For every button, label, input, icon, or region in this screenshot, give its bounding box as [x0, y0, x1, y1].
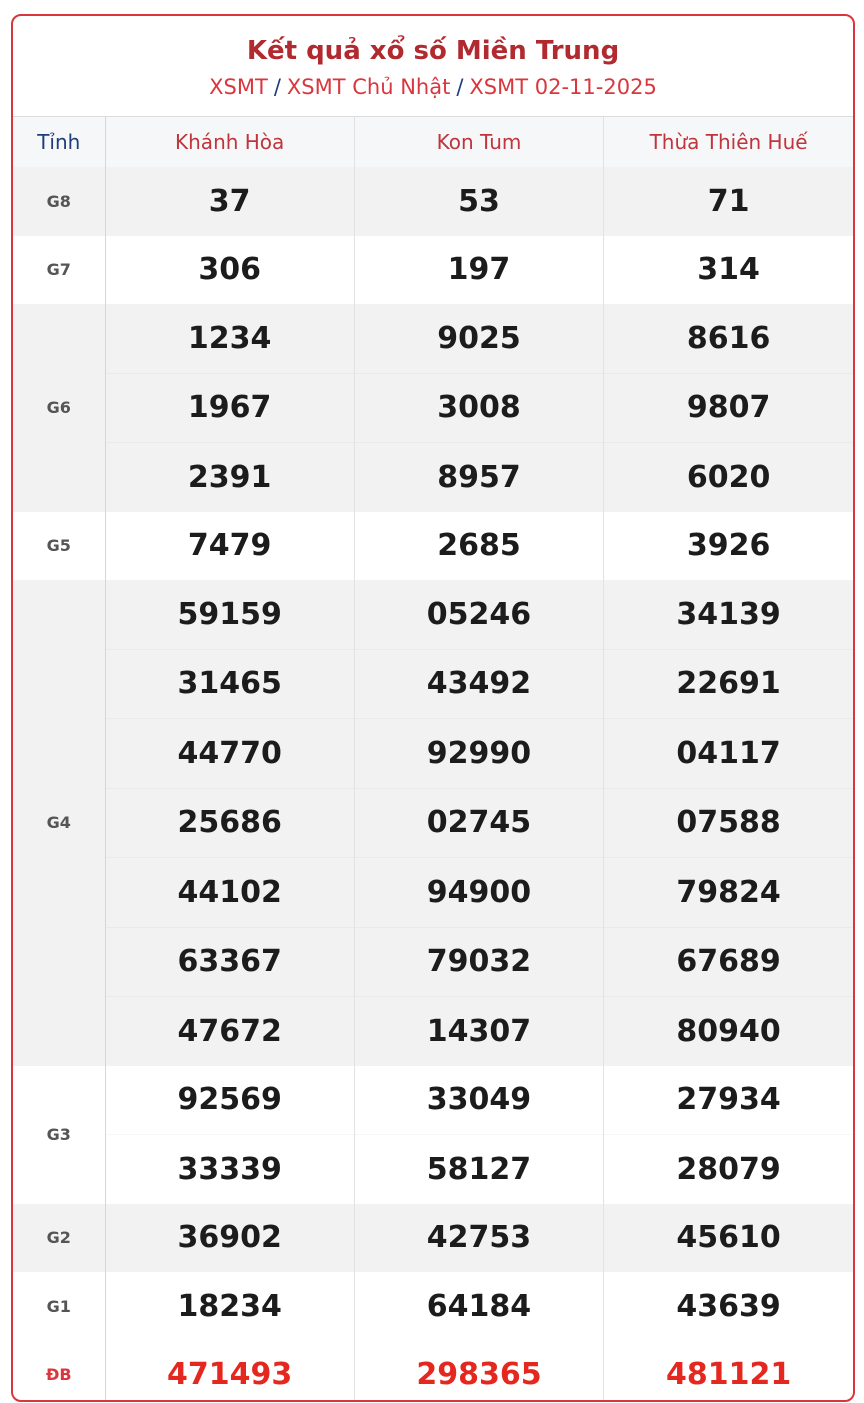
table-header-row	[13, 117, 853, 167]
page-title: Kết quả xổ số Miền Trung	[246, 36, 620, 66]
results-card	[11, 14, 855, 1402]
prize-number: 42753	[354, 1204, 603, 1273]
prize-number: 28079	[604, 1135, 853, 1204]
prize-number: 94900	[354, 858, 603, 928]
prize-number: 53	[354, 167, 603, 236]
prize-number: 02745	[354, 788, 603, 858]
province-khanh-hoa[interactable]: Khánh Hòa	[105, 117, 354, 167]
prize-label: G6	[13, 304, 105, 512]
prize-number: 80940	[604, 997, 853, 1066]
table-row	[13, 236, 853, 305]
breadcrumb-separator: /	[273, 75, 281, 99]
results-body	[13, 167, 853, 1402]
table-row	[13, 997, 853, 1066]
prize-label: G4	[13, 580, 105, 1066]
table-row	[13, 167, 853, 236]
prize-number: 05246	[354, 580, 603, 649]
prize-number: 31465	[105, 649, 354, 719]
prize-label: G5	[13, 512, 105, 581]
prize-number: 71	[604, 167, 853, 236]
prize-number: 67689	[604, 927, 853, 997]
prize-label: G8	[13, 167, 105, 236]
prize-number: 43492	[354, 649, 603, 719]
prize-number: 22691	[604, 649, 853, 719]
province-thua-thien-hue[interactable]: Thừa Thiên Huế	[604, 117, 853, 167]
province-column-label: Tỉnh	[13, 117, 105, 167]
table-row	[13, 1341, 853, 1403]
prize-number: 79824	[604, 858, 853, 928]
prize-label: ĐB	[13, 1341, 105, 1403]
prize-label: G2	[13, 1204, 105, 1273]
table-row	[13, 649, 853, 719]
prize-number: 27934	[676, 1082, 781, 1118]
prize-number: 47672	[105, 997, 354, 1066]
prize-number: 45610	[604, 1204, 853, 1273]
prize-number: 79032	[354, 927, 603, 997]
prize-number: 6020	[604, 443, 853, 512]
prize-number: 33339	[105, 1135, 354, 1204]
prize-number: 36902	[105, 1204, 354, 1273]
prize-number: 314	[697, 252, 760, 288]
prize-number: 64184	[354, 1272, 603, 1341]
prize-number: 44102	[105, 858, 354, 928]
prize-number: 37	[105, 167, 354, 236]
breadcrumb-xsmt[interactable]: XSMT	[209, 75, 268, 99]
table-row	[13, 1066, 853, 1135]
table-row	[13, 304, 853, 373]
prize-number: 1234	[105, 304, 354, 373]
prize-number: 306	[105, 236, 354, 305]
prize-number: 8957	[354, 443, 603, 512]
prize-number: 63367	[105, 927, 354, 997]
prize-number: 33049	[354, 1066, 603, 1135]
table-row	[13, 1272, 853, 1341]
breadcrumb	[13, 74, 853, 100]
prize-number: 197	[354, 236, 603, 305]
prize-number: 14307	[354, 997, 603, 1066]
prize-number: 92569	[105, 1066, 354, 1135]
table-row	[13, 1135, 853, 1204]
prize-number: 92990	[354, 719, 603, 789]
table-row	[13, 1204, 853, 1273]
prize-number: 9025	[354, 304, 603, 373]
table-row	[13, 858, 853, 928]
prize-number: 43639	[676, 1288, 781, 1324]
prize-number: 34139	[604, 580, 853, 649]
prize-number: 471493	[105, 1341, 354, 1403]
table-row	[13, 719, 853, 789]
prize-number: 7479	[105, 512, 354, 581]
table-row	[13, 927, 853, 997]
prize-number: 3008	[354, 373, 603, 443]
table-row	[13, 373, 853, 443]
table-row	[13, 788, 853, 858]
prize-number: 18234	[105, 1272, 354, 1341]
prize-label: G3	[13, 1066, 105, 1204]
results-table	[13, 117, 853, 1402]
table-row	[13, 443, 853, 512]
prize-number: 44770	[105, 719, 354, 789]
breadcrumb-xsmt-date[interactable]: XSMT 02-11-2025	[469, 75, 657, 99]
breadcrumb-separator: /	[456, 75, 464, 99]
prize-number: 2685	[354, 512, 603, 581]
table-row	[13, 512, 853, 581]
prize-number: 298365	[354, 1341, 603, 1403]
prize-number: 9807	[604, 373, 853, 443]
prize-number: 1967	[105, 373, 354, 443]
prize-number: 481121	[665, 1357, 792, 1393]
prize-label: G7	[13, 236, 105, 305]
results-header	[13, 16, 853, 117]
prize-number: 8616	[604, 304, 853, 373]
prize-number: 58127	[354, 1135, 603, 1204]
prize-number: 07588	[604, 788, 853, 858]
prize-number: 25686	[105, 788, 354, 858]
prize-number: 3926	[686, 528, 771, 564]
province-kon-tum[interactable]: Kon Tum	[354, 117, 603, 167]
table-row	[13, 580, 853, 649]
breadcrumb-xsmt-sunday[interactable]: XSMT Chủ Nhật	[286, 75, 451, 99]
prize-number: 04117	[604, 719, 853, 789]
prize-number: 59159	[105, 580, 354, 649]
prize-number: 2391	[105, 443, 354, 512]
prize-label: G1	[13, 1272, 105, 1341]
